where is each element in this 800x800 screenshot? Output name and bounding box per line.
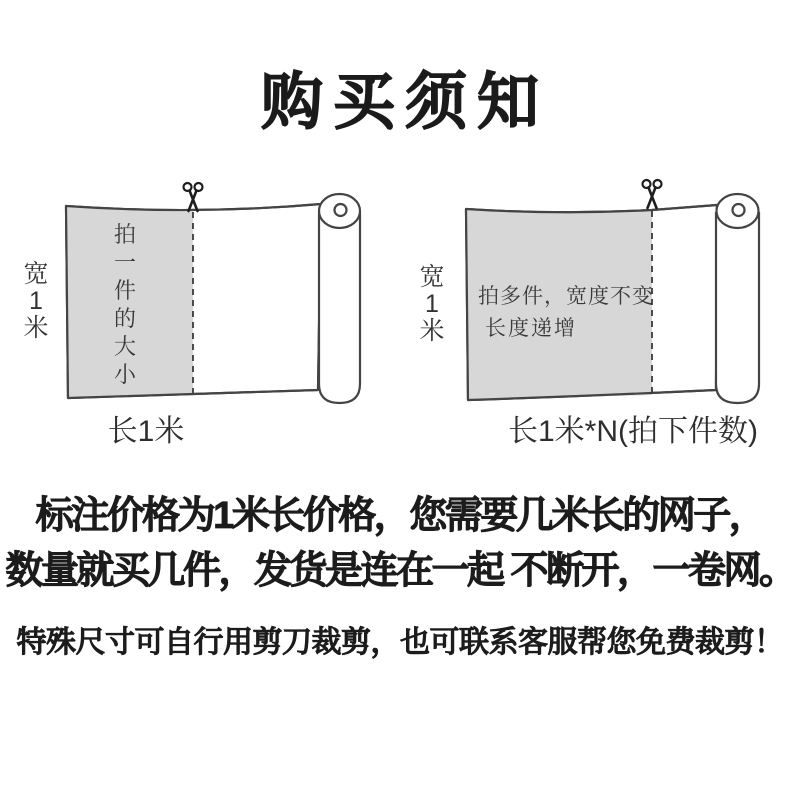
page-title: 购买须知 <box>260 68 549 137</box>
fabric-roll <box>319 194 360 403</box>
left-length-label: 长1米 <box>107 415 185 448</box>
right-shaded-area-label-line2: 长度递增 <box>485 317 577 340</box>
notice-text-line2: 数量就买几件，发货是连在一起 不断开，一卷网。 <box>5 550 795 592</box>
scissors-icon <box>184 183 203 211</box>
left-shaded-area-label: 拍一件的大小 <box>113 222 136 387</box>
fabric-roll <box>716 194 759 403</box>
right-length-label: 长1米*N(拍下件数) <box>507 415 758 448</box>
scissors-icon <box>643 180 662 208</box>
right-shaded-area-label-line1: 拍多件，宽度不变 <box>478 285 654 308</box>
left-width-label: 宽1米 <box>23 260 49 342</box>
diagram-buy-one <box>66 183 360 403</box>
notice-text-line1: 标注价格为1米长价格，您需要几米长的网子， <box>35 495 765 537</box>
right-width-label: 宽1米 <box>419 263 445 345</box>
footnote-text: 特殊尺寸可自行用剪刀裁剪，也可联系客服帮您免费裁剪！ <box>16 626 784 659</box>
